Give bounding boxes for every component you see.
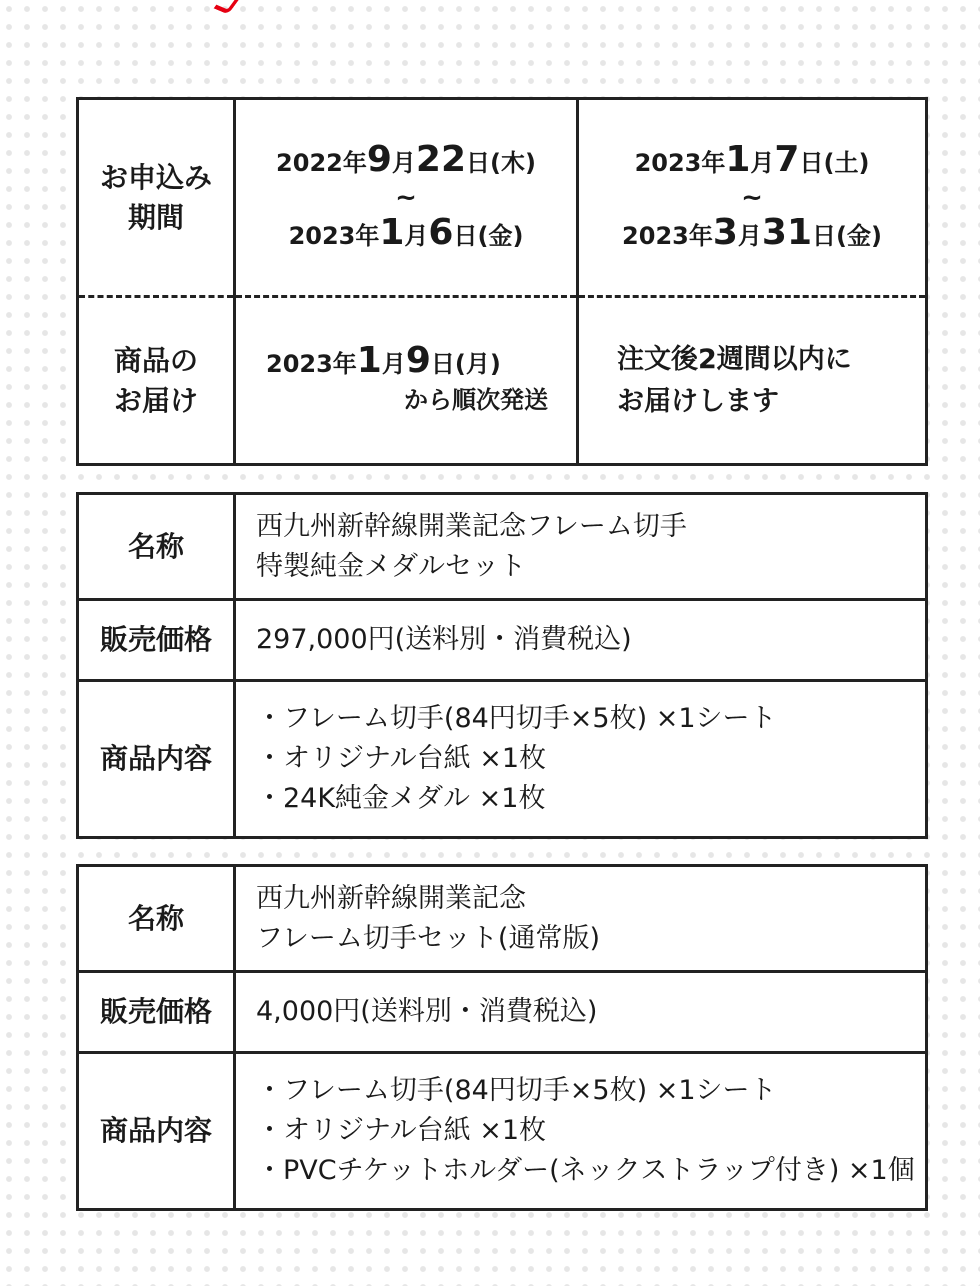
- product-contents: [235, 1053, 927, 1210]
- period1-delivery: [235, 297, 578, 465]
- period2-end-date: 2023年3月31日(金): [622, 211, 882, 253]
- period2-application: [578, 99, 927, 297]
- price-label: 販売価格: [78, 600, 235, 681]
- period1-delivery-date: 2023年1月9日(月): [266, 340, 501, 381]
- product-table-2: [76, 864, 928, 1211]
- period2-start-date: 2023年1月7日(土): [634, 138, 870, 180]
- contents-label: 商品内容: [78, 1053, 235, 1210]
- product-contents: [235, 681, 927, 838]
- period1-application: [235, 99, 578, 297]
- name-label: 名称: [78, 494, 235, 600]
- product-price: 297,000円(送料別・消費税込): [235, 600, 927, 681]
- red-accent-mark: [214, 0, 241, 15]
- product-name: 西九州新幹線開業記念フレーム切手 特製純金メダルセット: [235, 494, 927, 600]
- name-label: 名称: [78, 866, 235, 972]
- period1-delivery-note: から順次発送: [404, 386, 548, 414]
- list-item: ・24K純金メダル ×1枚: [256, 783, 546, 814]
- period1-tilde: ~: [395, 182, 417, 213]
- application-period-label: お申込み 期間: [78, 99, 235, 297]
- list-item: ・オリジナル台紙 ×1枚: [256, 1115, 547, 1146]
- contents-label: 商品内容: [78, 681, 235, 838]
- product-table-1: [76, 492, 928, 839]
- period1-start-date: 2022年9月22日(木): [276, 138, 536, 180]
- list-item: ・フレーム切手(84円切手×5枚) ×1シート: [256, 1075, 777, 1106]
- list-item: ・オリジナル台紙 ×1枚: [256, 743, 547, 774]
- product-name: 西九州新幹線開業記念 フレーム切手セット(通常版): [235, 866, 927, 972]
- delivery-label: 商品の お届け: [78, 297, 235, 465]
- period2-tilde: ~: [741, 182, 763, 213]
- list-item: ・フレーム切手(84円切手×5枚) ×1シート: [256, 703, 777, 734]
- list-item: ・PVCチケットホルダー(ネックストラップ付き) ×1個: [256, 1155, 915, 1186]
- schedule-table: [76, 97, 928, 466]
- period1-end-date: 2023年1月6日(金): [288, 211, 524, 253]
- product-price: 4,000円(送料別・消費税込): [235, 972, 927, 1053]
- price-label: 販売価格: [78, 972, 235, 1053]
- period2-delivery-text: 注文後2週間以内に お届けします: [578, 297, 927, 465]
